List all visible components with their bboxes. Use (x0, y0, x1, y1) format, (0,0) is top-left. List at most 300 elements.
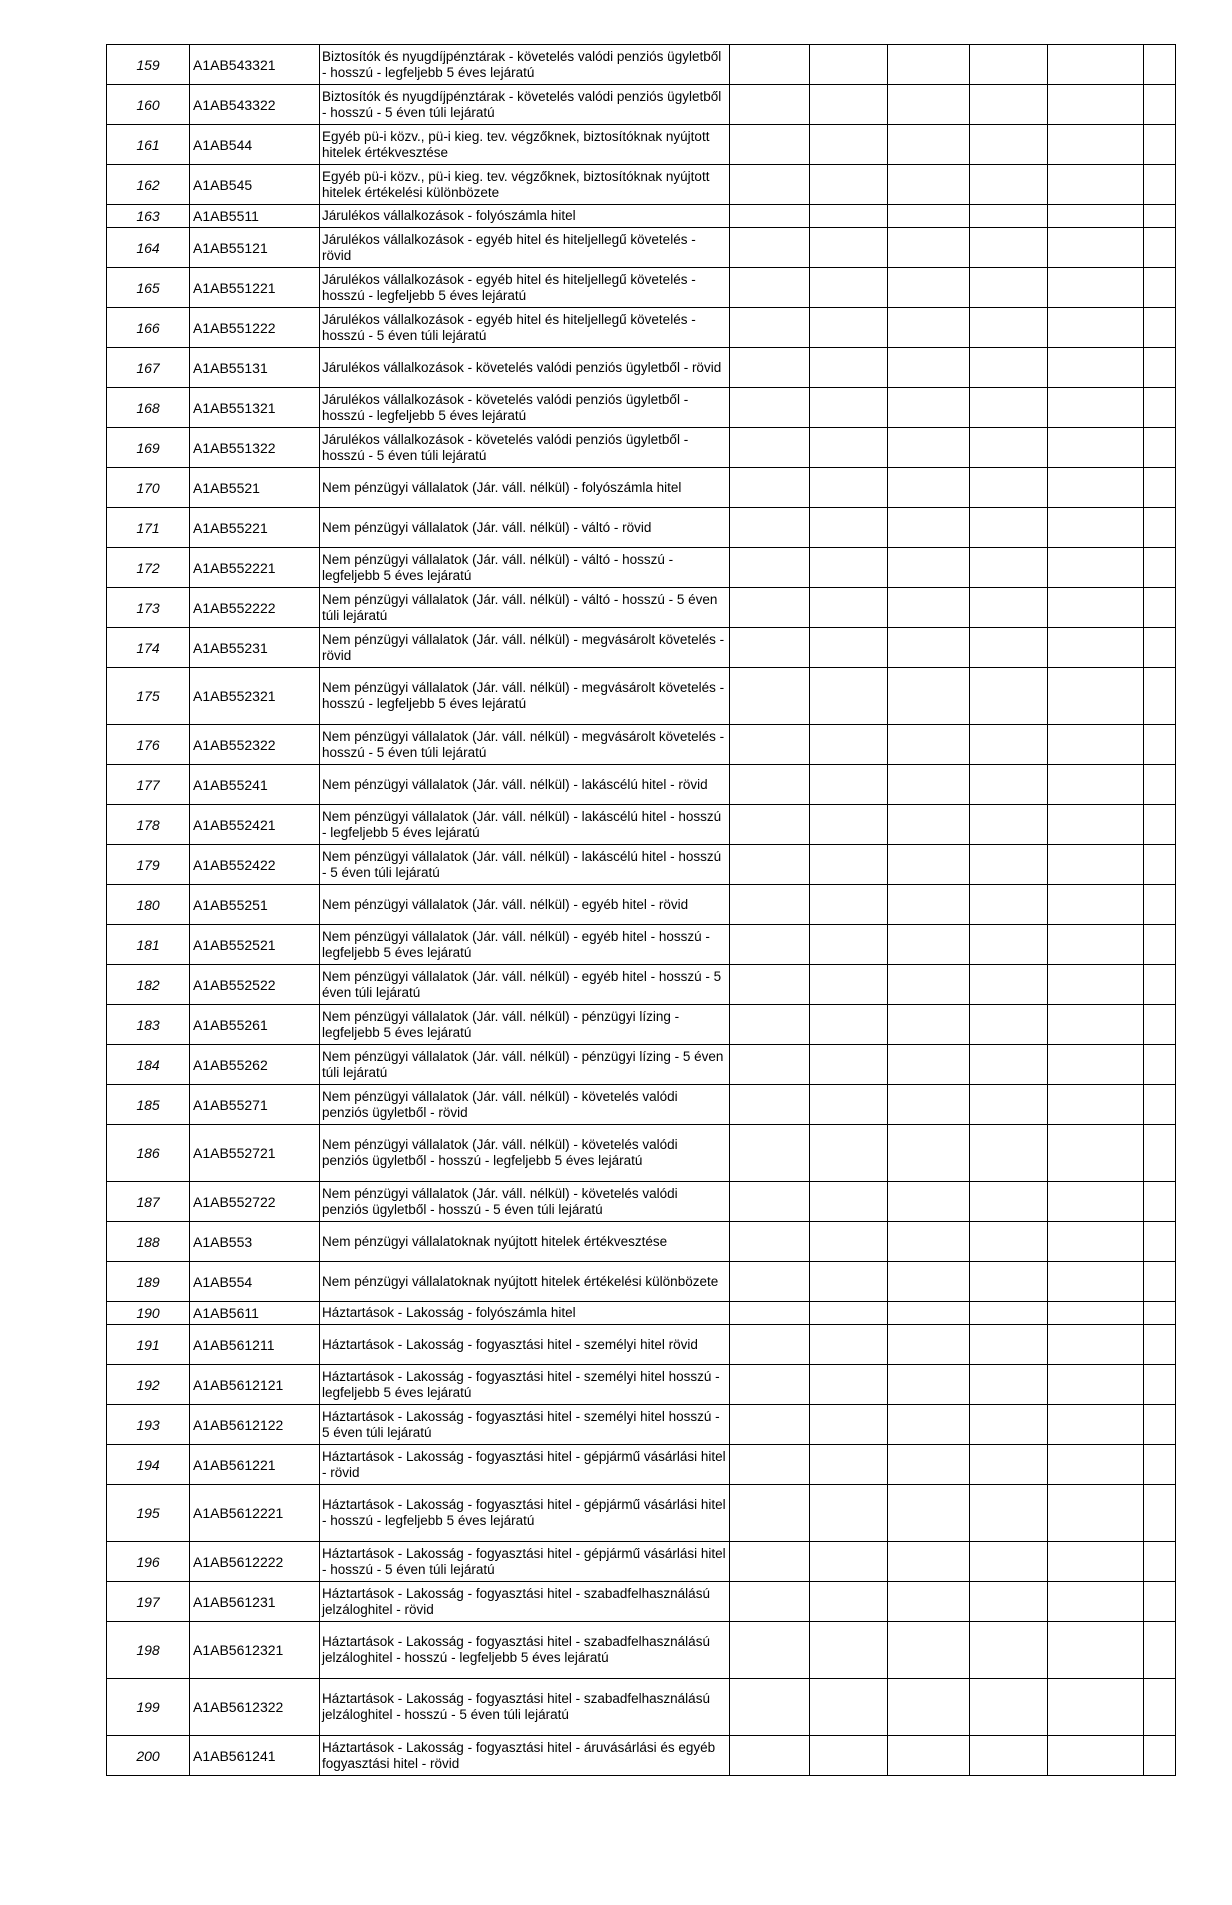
row-code: A1AB5511 (190, 205, 320, 228)
empty-cell (888, 845, 970, 885)
row-description: Háztartások - Lakosság - fogyasztási hitel - gépjármű vásárlási hitel - hosszú - legfeljebb 5 éves lejáratú (320, 1485, 730, 1542)
empty-cell (810, 468, 888, 508)
row-number: 184 (107, 1045, 190, 1085)
row-description: Nem pénzügyi vállalatok (Jár. váll. nélkül) - megvásárolt követelés - hosszú - legfeljebb 5 éves lejáratú (320, 668, 730, 725)
empty-cell (1048, 45, 1144, 85)
row-number: 174 (107, 628, 190, 668)
empty-cell (810, 1582, 888, 1622)
empty-cell (1048, 725, 1144, 765)
row-code: A1AB5612121 (190, 1365, 320, 1405)
row-description: Nem pénzügyi vállalatok (Jár. váll. nélkül) - egyéb hitel - hosszú - legfeljebb 5 éves lejáratú (320, 925, 730, 965)
empty-cell (1048, 588, 1144, 628)
table-row (107, 85, 1176, 125)
table-row (107, 125, 1176, 165)
empty-cell (970, 1622, 1048, 1679)
empty-cell (1048, 1005, 1144, 1045)
empty-cell (730, 45, 810, 85)
row-number: 170 (107, 468, 190, 508)
row-number: 176 (107, 725, 190, 765)
empty-cell (888, 205, 970, 228)
row-code: A1AB55131 (190, 348, 320, 388)
row-number: 186 (107, 1125, 190, 1182)
row-description: Nem pénzügyi vállalatok (Jár. váll. nélkül) - lakáscélú hitel - hosszú - legfeljebb 5 éves lejáratú (320, 805, 730, 845)
empty-cell (888, 1445, 970, 1485)
empty-cell (1144, 228, 1176, 268)
empty-cell (1144, 1125, 1176, 1182)
empty-cell (888, 428, 970, 468)
row-code: A1AB552322 (190, 725, 320, 765)
empty-cell (810, 725, 888, 765)
empty-cell (810, 348, 888, 388)
empty-cell (810, 1222, 888, 1262)
empty-cell (970, 165, 1048, 205)
empty-cell (810, 1325, 888, 1365)
row-code: A1AB545 (190, 165, 320, 205)
row-code: A1AB553 (190, 1222, 320, 1262)
empty-cell (730, 348, 810, 388)
row-description: Háztartások - Lakosság - fogyasztási hitel - gépjármű vásárlási hitel - rövid (320, 1445, 730, 1485)
empty-cell (1048, 1445, 1144, 1485)
row-code: A1AB561231 (190, 1582, 320, 1622)
row-description: Háztartások - Lakosság - fogyasztási hitel - személyi hitel rövid (320, 1325, 730, 1365)
table-row (107, 1445, 1176, 1485)
table-row (107, 1085, 1176, 1125)
empty-cell (810, 588, 888, 628)
table-row (107, 1365, 1176, 1405)
empty-cell (970, 725, 1048, 765)
empty-cell (1048, 1302, 1144, 1325)
empty-cell (1144, 45, 1176, 85)
empty-cell (810, 668, 888, 725)
empty-cell (970, 85, 1048, 125)
row-number: 178 (107, 805, 190, 845)
empty-cell (1144, 925, 1176, 965)
empty-cell (1144, 1485, 1176, 1542)
empty-cell (888, 628, 970, 668)
row-number: 172 (107, 548, 190, 588)
row-number: 195 (107, 1485, 190, 1542)
empty-cell (888, 965, 970, 1005)
empty-cell (1144, 1222, 1176, 1262)
row-code: A1AB544 (190, 125, 320, 165)
empty-cell (730, 1085, 810, 1125)
table-row (107, 628, 1176, 668)
row-number: 183 (107, 1005, 190, 1045)
row-code: A1AB552222 (190, 588, 320, 628)
empty-cell (1048, 765, 1144, 805)
row-description: Nem pénzügyi vállalatok (Jár. váll. nélkül) - pénzügyi lízing - 5 éven túli lejáratú (320, 1045, 730, 1085)
empty-cell (810, 628, 888, 668)
empty-cell (888, 1485, 970, 1542)
empty-cell (1144, 428, 1176, 468)
row-description: Nem pénzügyi vállalatok (Jár. váll. nélkül) - váltó - rövid (320, 508, 730, 548)
empty-cell (730, 125, 810, 165)
table-row (107, 428, 1176, 468)
row-code: A1AB543322 (190, 85, 320, 125)
empty-cell (730, 268, 810, 308)
empty-cell (888, 45, 970, 85)
row-number: 180 (107, 885, 190, 925)
row-number: 197 (107, 1582, 190, 1622)
empty-cell (970, 1302, 1048, 1325)
row-number: 179 (107, 845, 190, 885)
empty-cell (810, 1736, 888, 1776)
empty-cell (730, 885, 810, 925)
empty-cell (888, 228, 970, 268)
row-code: A1AB55251 (190, 885, 320, 925)
row-number: 182 (107, 965, 190, 1005)
row-code: A1AB552521 (190, 925, 320, 965)
row-number: 161 (107, 125, 190, 165)
empty-cell (810, 548, 888, 588)
row-number: 191 (107, 1325, 190, 1365)
table-row (107, 1542, 1176, 1582)
row-number: 177 (107, 765, 190, 805)
empty-cell (888, 765, 970, 805)
empty-cell (970, 348, 1048, 388)
row-code: A1AB55262 (190, 1045, 320, 1085)
table-row (107, 1582, 1176, 1622)
row-description: Járulékos vállalkozások - egyéb hitel és hiteljellegű követelés - hosszú - legfeljebb 5 éves lejáratú (320, 268, 730, 308)
table-row (107, 805, 1176, 845)
empty-cell (1048, 1405, 1144, 1445)
empty-cell (1144, 1405, 1176, 1445)
empty-cell (970, 205, 1048, 228)
empty-cell (1048, 1542, 1144, 1582)
empty-cell (810, 1182, 888, 1222)
empty-cell (1144, 1182, 1176, 1222)
empty-cell (970, 1542, 1048, 1582)
row-description: Járulékos vállalkozások - egyéb hitel és hiteljellegű követelés - hosszú - 5 éven túli lejáratú (320, 308, 730, 348)
table-row (107, 1125, 1176, 1182)
row-description: Nem pénzügyi vállalatok (Jár. váll. nélkül) - egyéb hitel - hosszú - 5 éven túli lejáratú (320, 965, 730, 1005)
empty-cell (1144, 508, 1176, 548)
row-description: Nem pénzügyi vállalatok (Jár. váll. nélkül) - váltó - hosszú - 5 éven túli lejáratú (320, 588, 730, 628)
row-description: Járulékos vállalkozások - követelés valódi penziós ügyletből - hosszú - legfeljebb 5 éves lejáratú (320, 388, 730, 428)
row-description: Háztartások - Lakosság - fogyasztási hitel - személyi hitel hosszú - legfeljebb 5 éves lejáratú (320, 1365, 730, 1405)
empty-cell (1144, 388, 1176, 428)
row-code: A1AB55231 (190, 628, 320, 668)
empty-cell (810, 885, 888, 925)
row-code: A1AB552422 (190, 845, 320, 885)
row-description: Háztartások - Lakosság - fogyasztási hitel - szabadfelhasználású jelzáloghitel - hosszú - 5 éven túli lejáratú (320, 1679, 730, 1736)
empty-cell (810, 1125, 888, 1182)
empty-cell (810, 1679, 888, 1736)
row-description: Biztosítók és nyugdíjpénztárak - követelés valódi penziós ügyletből - hosszú - 5 éven túli lejáratú (320, 85, 730, 125)
empty-cell (1144, 1045, 1176, 1085)
empty-cell (888, 508, 970, 548)
empty-cell (810, 1302, 888, 1325)
empty-cell (970, 1365, 1048, 1405)
empty-cell (970, 1445, 1048, 1485)
empty-cell (888, 885, 970, 925)
row-code: A1AB552321 (190, 668, 320, 725)
empty-cell (888, 1622, 970, 1679)
empty-cell (1048, 845, 1144, 885)
empty-cell (970, 45, 1048, 85)
row-number: 167 (107, 348, 190, 388)
table-body (107, 45, 1176, 1776)
empty-cell (1048, 925, 1144, 965)
table-row (107, 548, 1176, 588)
empty-cell (810, 1485, 888, 1542)
table-row (107, 268, 1176, 308)
empty-cell (1048, 228, 1144, 268)
empty-cell (730, 628, 810, 668)
row-description: Nem pénzügyi vállalatoknak nyújtott hitelek értékvesztése (320, 1222, 730, 1262)
table-row (107, 1736, 1176, 1776)
table-row (107, 1485, 1176, 1542)
table-row (107, 508, 1176, 548)
empty-cell (970, 885, 1048, 925)
row-number: 171 (107, 508, 190, 548)
empty-cell (1048, 548, 1144, 588)
empty-cell (970, 925, 1048, 965)
empty-cell (888, 668, 970, 725)
empty-cell (730, 1582, 810, 1622)
empty-cell (810, 1262, 888, 1302)
empty-cell (810, 805, 888, 845)
empty-cell (888, 1005, 970, 1045)
row-number: 169 (107, 428, 190, 468)
empty-cell (810, 1405, 888, 1445)
row-description: Nem pénzügyi vállalatok (Jár. váll. nélkül) - lakáscélú hitel - hosszú - 5 éven túli lejáratú (320, 845, 730, 885)
empty-cell (1048, 1736, 1144, 1776)
table-row (107, 1325, 1176, 1365)
empty-cell (1144, 1005, 1176, 1045)
table-row (107, 1222, 1176, 1262)
empty-cell (730, 428, 810, 468)
empty-cell (1048, 1222, 1144, 1262)
table-row (107, 1005, 1176, 1045)
empty-cell (1048, 388, 1144, 428)
empty-cell (1048, 1045, 1144, 1085)
row-description: Nem pénzügyi vállalatok (Jár. váll. nélkül) - pénzügyi lízing - legfeljebb 5 éves lejáratú (320, 1005, 730, 1045)
empty-cell (730, 1405, 810, 1445)
empty-cell (888, 1085, 970, 1125)
empty-cell (1144, 1736, 1176, 1776)
empty-cell (810, 85, 888, 125)
empty-cell (730, 85, 810, 125)
row-number: 168 (107, 388, 190, 428)
empty-cell (888, 1365, 970, 1405)
empty-cell (1048, 668, 1144, 725)
empty-cell (970, 1085, 1048, 1125)
empty-cell (970, 468, 1048, 508)
empty-cell (730, 1365, 810, 1405)
row-number: 187 (107, 1182, 190, 1222)
empty-cell (810, 205, 888, 228)
row-code: A1AB5611 (190, 1302, 320, 1325)
empty-cell (970, 588, 1048, 628)
empty-cell (1144, 1085, 1176, 1125)
row-code: A1AB55221 (190, 508, 320, 548)
row-number: 192 (107, 1365, 190, 1405)
empty-cell (1048, 1125, 1144, 1182)
row-code: A1AB552421 (190, 805, 320, 845)
empty-cell (888, 1679, 970, 1736)
table-row (107, 925, 1176, 965)
empty-cell (1144, 308, 1176, 348)
empty-cell (1144, 965, 1176, 1005)
empty-cell (730, 1622, 810, 1679)
empty-cell (730, 1005, 810, 1045)
row-number: 199 (107, 1679, 190, 1736)
empty-cell (810, 1005, 888, 1045)
empty-cell (730, 725, 810, 765)
table-row (107, 348, 1176, 388)
empty-cell (1048, 1085, 1144, 1125)
empty-cell (888, 165, 970, 205)
empty-cell (1144, 765, 1176, 805)
row-code: A1AB552722 (190, 1182, 320, 1222)
empty-cell (1144, 1445, 1176, 1485)
empty-cell (1144, 725, 1176, 765)
empty-cell (970, 1125, 1048, 1182)
empty-cell (810, 765, 888, 805)
empty-cell (730, 1302, 810, 1325)
table-row (107, 468, 1176, 508)
empty-cell (730, 1445, 810, 1485)
row-number: 188 (107, 1222, 190, 1262)
empty-cell (1144, 628, 1176, 668)
row-description: Nem pénzügyi vállalatok (Jár. váll. nélkül) - követelés valódi penziós ügyletből - hosszú - 5 éven túli lejáratú (320, 1182, 730, 1222)
row-description: Járulékos vállalkozások - követelés valódi penziós ügyletből - hosszú - 5 éven túli lejáratú (320, 428, 730, 468)
empty-cell (1048, 965, 1144, 1005)
row-code: A1AB543321 (190, 45, 320, 85)
empty-cell (1048, 1582, 1144, 1622)
empty-cell (730, 205, 810, 228)
empty-cell (730, 308, 810, 348)
empty-cell (970, 548, 1048, 588)
table-row (107, 165, 1176, 205)
table-row (107, 765, 1176, 805)
empty-cell (810, 1542, 888, 1582)
empty-cell (888, 588, 970, 628)
empty-cell (970, 1325, 1048, 1365)
empty-cell (730, 1262, 810, 1302)
empty-cell (810, 45, 888, 85)
table-row (107, 1679, 1176, 1736)
empty-cell (1144, 548, 1176, 588)
empty-cell (970, 1485, 1048, 1542)
row-number: 181 (107, 925, 190, 965)
empty-cell (1048, 308, 1144, 348)
empty-cell (888, 468, 970, 508)
row-number: 160 (107, 85, 190, 125)
empty-cell (970, 228, 1048, 268)
empty-cell (1144, 1582, 1176, 1622)
empty-cell (1048, 125, 1144, 165)
empty-cell (810, 1365, 888, 1405)
table-row (107, 1182, 1176, 1222)
row-description: Nem pénzügyi vállalatok (Jár. váll. nélkül) - követelés valódi penziós ügyletből - rövid (320, 1085, 730, 1125)
empty-cell (730, 1125, 810, 1182)
empty-cell (888, 1542, 970, 1582)
empty-cell (730, 388, 810, 428)
empty-cell (1048, 468, 1144, 508)
empty-cell (888, 1262, 970, 1302)
empty-cell (730, 1542, 810, 1582)
empty-cell (1048, 348, 1144, 388)
empty-cell (1144, 1325, 1176, 1365)
empty-cell (1144, 1302, 1176, 1325)
empty-cell (730, 805, 810, 845)
empty-cell (810, 308, 888, 348)
empty-cell (730, 1182, 810, 1222)
empty-cell (970, 388, 1048, 428)
row-description: Biztosítók és nyugdíjpénztárak - követelés valódi penziós ügyletből - hosszú - legfeljebb 5 éves lejáratú (320, 45, 730, 85)
row-description: Háztartások - Lakosság - fogyasztási hitel - szabadfelhasználású jelzáloghitel - rövid (320, 1582, 730, 1622)
table-row (107, 228, 1176, 268)
empty-cell (970, 428, 1048, 468)
empty-cell (970, 845, 1048, 885)
table-row (107, 965, 1176, 1005)
row-code: A1AB55121 (190, 228, 320, 268)
empty-cell (1048, 805, 1144, 845)
empty-cell (730, 588, 810, 628)
table-row (107, 308, 1176, 348)
empty-cell (730, 1485, 810, 1542)
empty-cell (970, 125, 1048, 165)
empty-cell (888, 125, 970, 165)
row-code: A1AB561221 (190, 1445, 320, 1485)
empty-cell (810, 1045, 888, 1085)
empty-cell (1048, 1679, 1144, 1736)
empty-cell (1144, 845, 1176, 885)
empty-cell (810, 845, 888, 885)
row-code: A1AB561211 (190, 1325, 320, 1365)
empty-cell (1144, 85, 1176, 125)
table-row (107, 1045, 1176, 1085)
row-number: 196 (107, 1542, 190, 1582)
empty-cell (810, 268, 888, 308)
empty-cell (970, 1182, 1048, 1222)
empty-cell (810, 228, 888, 268)
row-number: 189 (107, 1262, 190, 1302)
empty-cell (888, 1222, 970, 1262)
empty-cell (888, 1182, 970, 1222)
empty-cell (1144, 1262, 1176, 1302)
row-description: Háztartások - Lakosság - fogyasztási hitel - áruvásárlási és egyéb fogyasztási hitel - rövid (320, 1736, 730, 1776)
empty-cell (810, 1085, 888, 1125)
empty-cell (970, 765, 1048, 805)
empty-cell (970, 1045, 1048, 1085)
row-number: 159 (107, 45, 190, 85)
empty-cell (970, 1262, 1048, 1302)
row-number: 173 (107, 588, 190, 628)
empty-cell (1144, 1622, 1176, 1679)
row-description: Háztartások - Lakosság - fogyasztási hitel - gépjármű vásárlási hitel - hosszú - 5 éven túli lejáratú (320, 1542, 730, 1582)
empty-cell (810, 165, 888, 205)
empty-cell (1048, 1182, 1144, 1222)
row-number: 193 (107, 1405, 190, 1445)
row-description: Nem pénzügyi vállalatok (Jár. váll. nélkül) - lakáscélú hitel - rövid (320, 765, 730, 805)
row-code: A1AB551222 (190, 308, 320, 348)
row-description: Járulékos vállalkozások - folyószámla hitel (320, 205, 730, 228)
empty-cell (888, 1125, 970, 1182)
empty-cell (730, 1736, 810, 1776)
table-row (107, 885, 1176, 925)
row-code: A1AB5521 (190, 468, 320, 508)
row-code: A1AB561241 (190, 1736, 320, 1776)
row-code: A1AB55241 (190, 765, 320, 805)
row-code: A1AB552221 (190, 548, 320, 588)
table-row (107, 668, 1176, 725)
row-code: A1AB55271 (190, 1085, 320, 1125)
empty-cell (970, 508, 1048, 548)
row-number: 185 (107, 1085, 190, 1125)
